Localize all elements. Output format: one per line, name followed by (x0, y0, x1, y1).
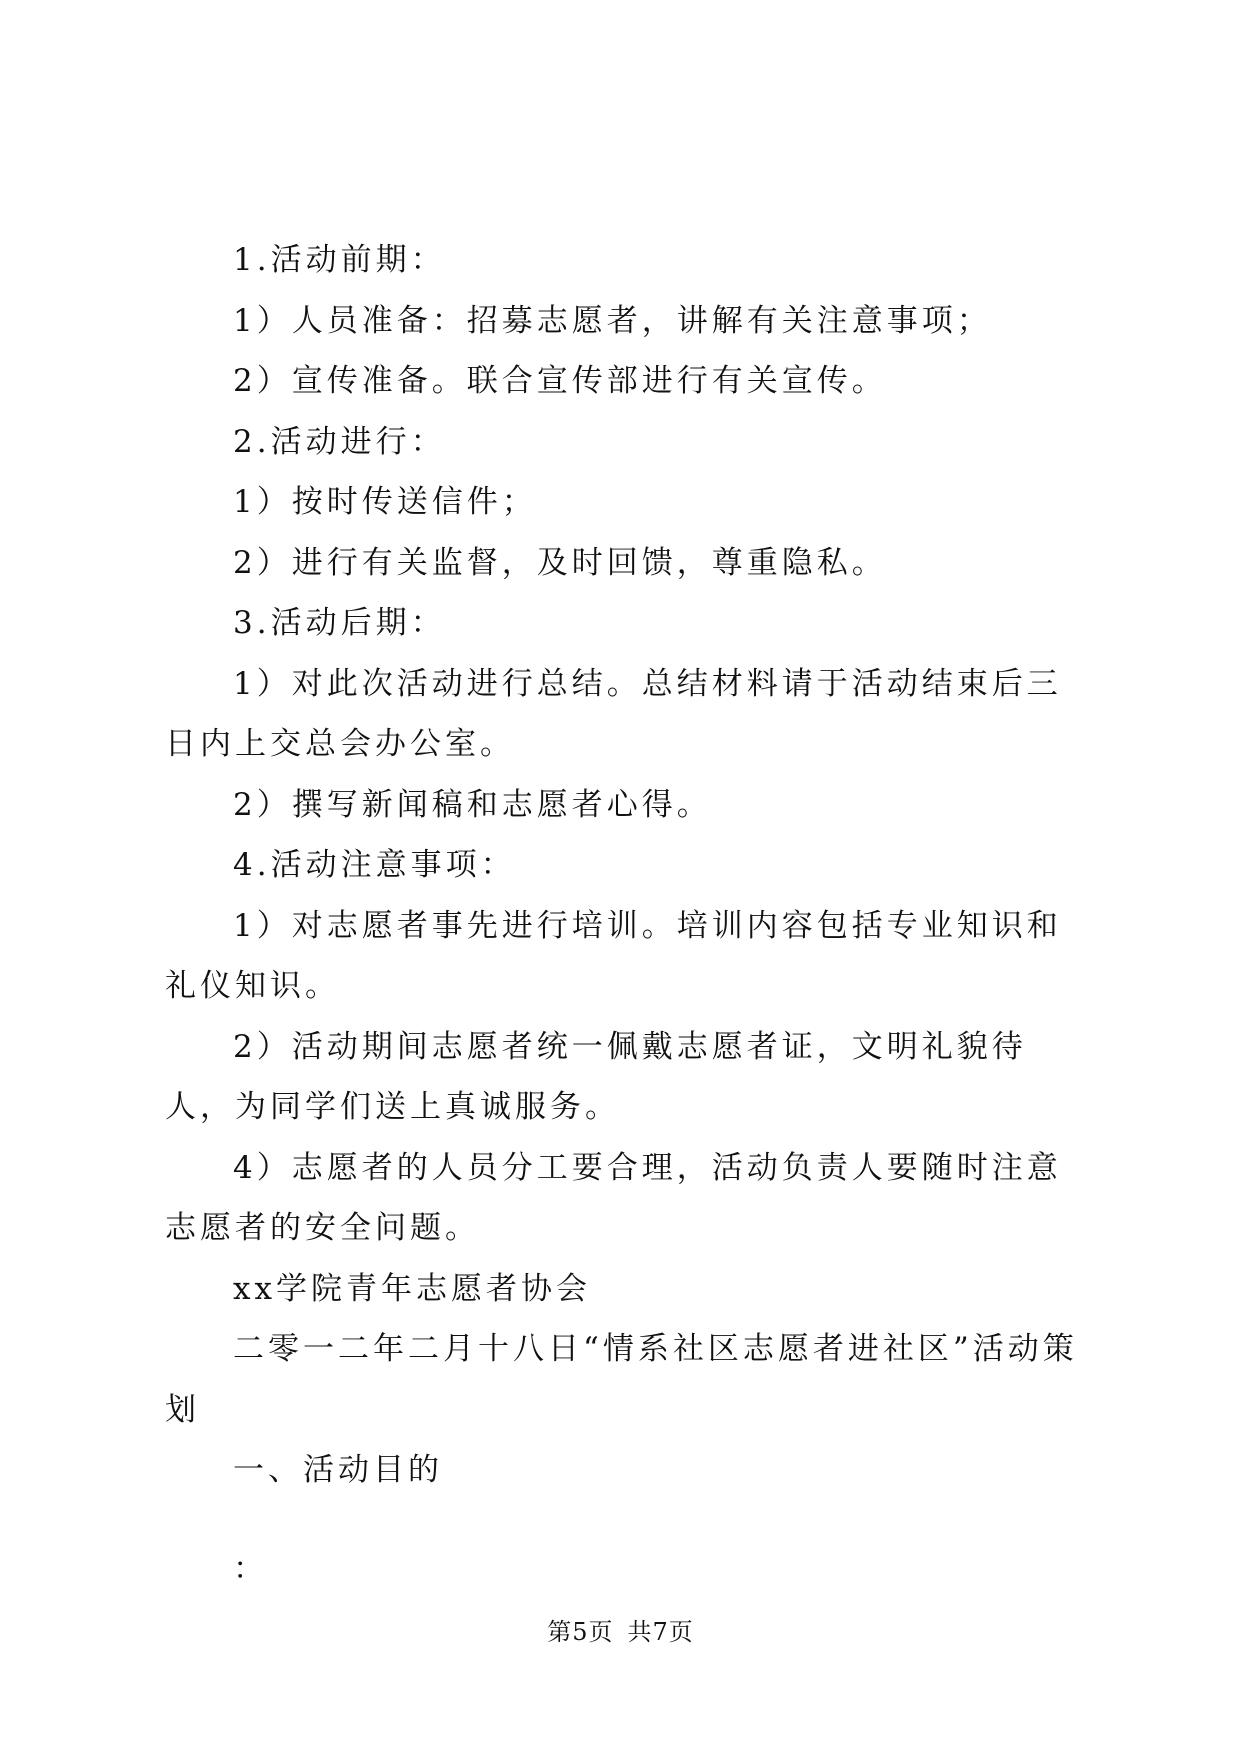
paragraph-supervision: 2）进行有关监督，及时回馈，尊重隐私。 (233, 544, 887, 581)
page-footer (0, 1612, 1241, 1647)
paragraph-notes-heading: 4.活动注意事项： (233, 847, 516, 883)
paragraph-purpose-heading: 一、活动目的 (233, 1452, 443, 1488)
paragraph-colon: ： (233, 1550, 268, 1587)
paragraph-date-and-plan-title: 二零一二年二月十八日“情系社区志愿者进社区”活动策划 (165, 1331, 1078, 1428)
paragraph-division-of-labor: 4）志愿者的人员分工要合理，活动负责人要随时注意志愿者的安全问题。 (165, 1149, 1062, 1246)
paragraph-publicity-prep: 2）宣传准备。联合宣传部进行有关宣传。 (233, 363, 887, 399)
page-total: 共7页 (627, 1618, 694, 1646)
paragraph-deliver-letters: 1）按时传送信件； (233, 484, 537, 520)
paragraph-volunteer-badge: 2）活动期间志愿者统一佩戴志愿者证，文明礼貌待人，为同学们送上真诚服务。 (165, 1028, 1027, 1125)
paragraph-personnel-prep: 1）人员准备：招募志愿者，讲解有关注意事项； (233, 302, 992, 339)
page-number: 第5页 (547, 1618, 614, 1646)
paragraph-early-stage-heading: 1.活动前期： (233, 242, 446, 278)
paragraph-training: 1）对志愿者事先进行培训。培训内容包括专业知识和礼仪知识。 (165, 907, 1062, 1004)
paragraph-summary: 1）对此次活动进行总结。总结材料请于活动结束后三日内上交总会办公室。 (165, 665, 1062, 762)
document-body (165, 230, 1080, 1599)
paragraph-news-writing: 2）撰写新闻稿和志愿者心得。 (233, 786, 712, 823)
paragraph-execution-heading: 2.活动进行： (233, 423, 446, 460)
paragraph-organization-name: xx学院青年志愿者协会 (233, 1270, 591, 1307)
paragraph-later-stage-heading: 3.活动后期： (233, 605, 446, 641)
